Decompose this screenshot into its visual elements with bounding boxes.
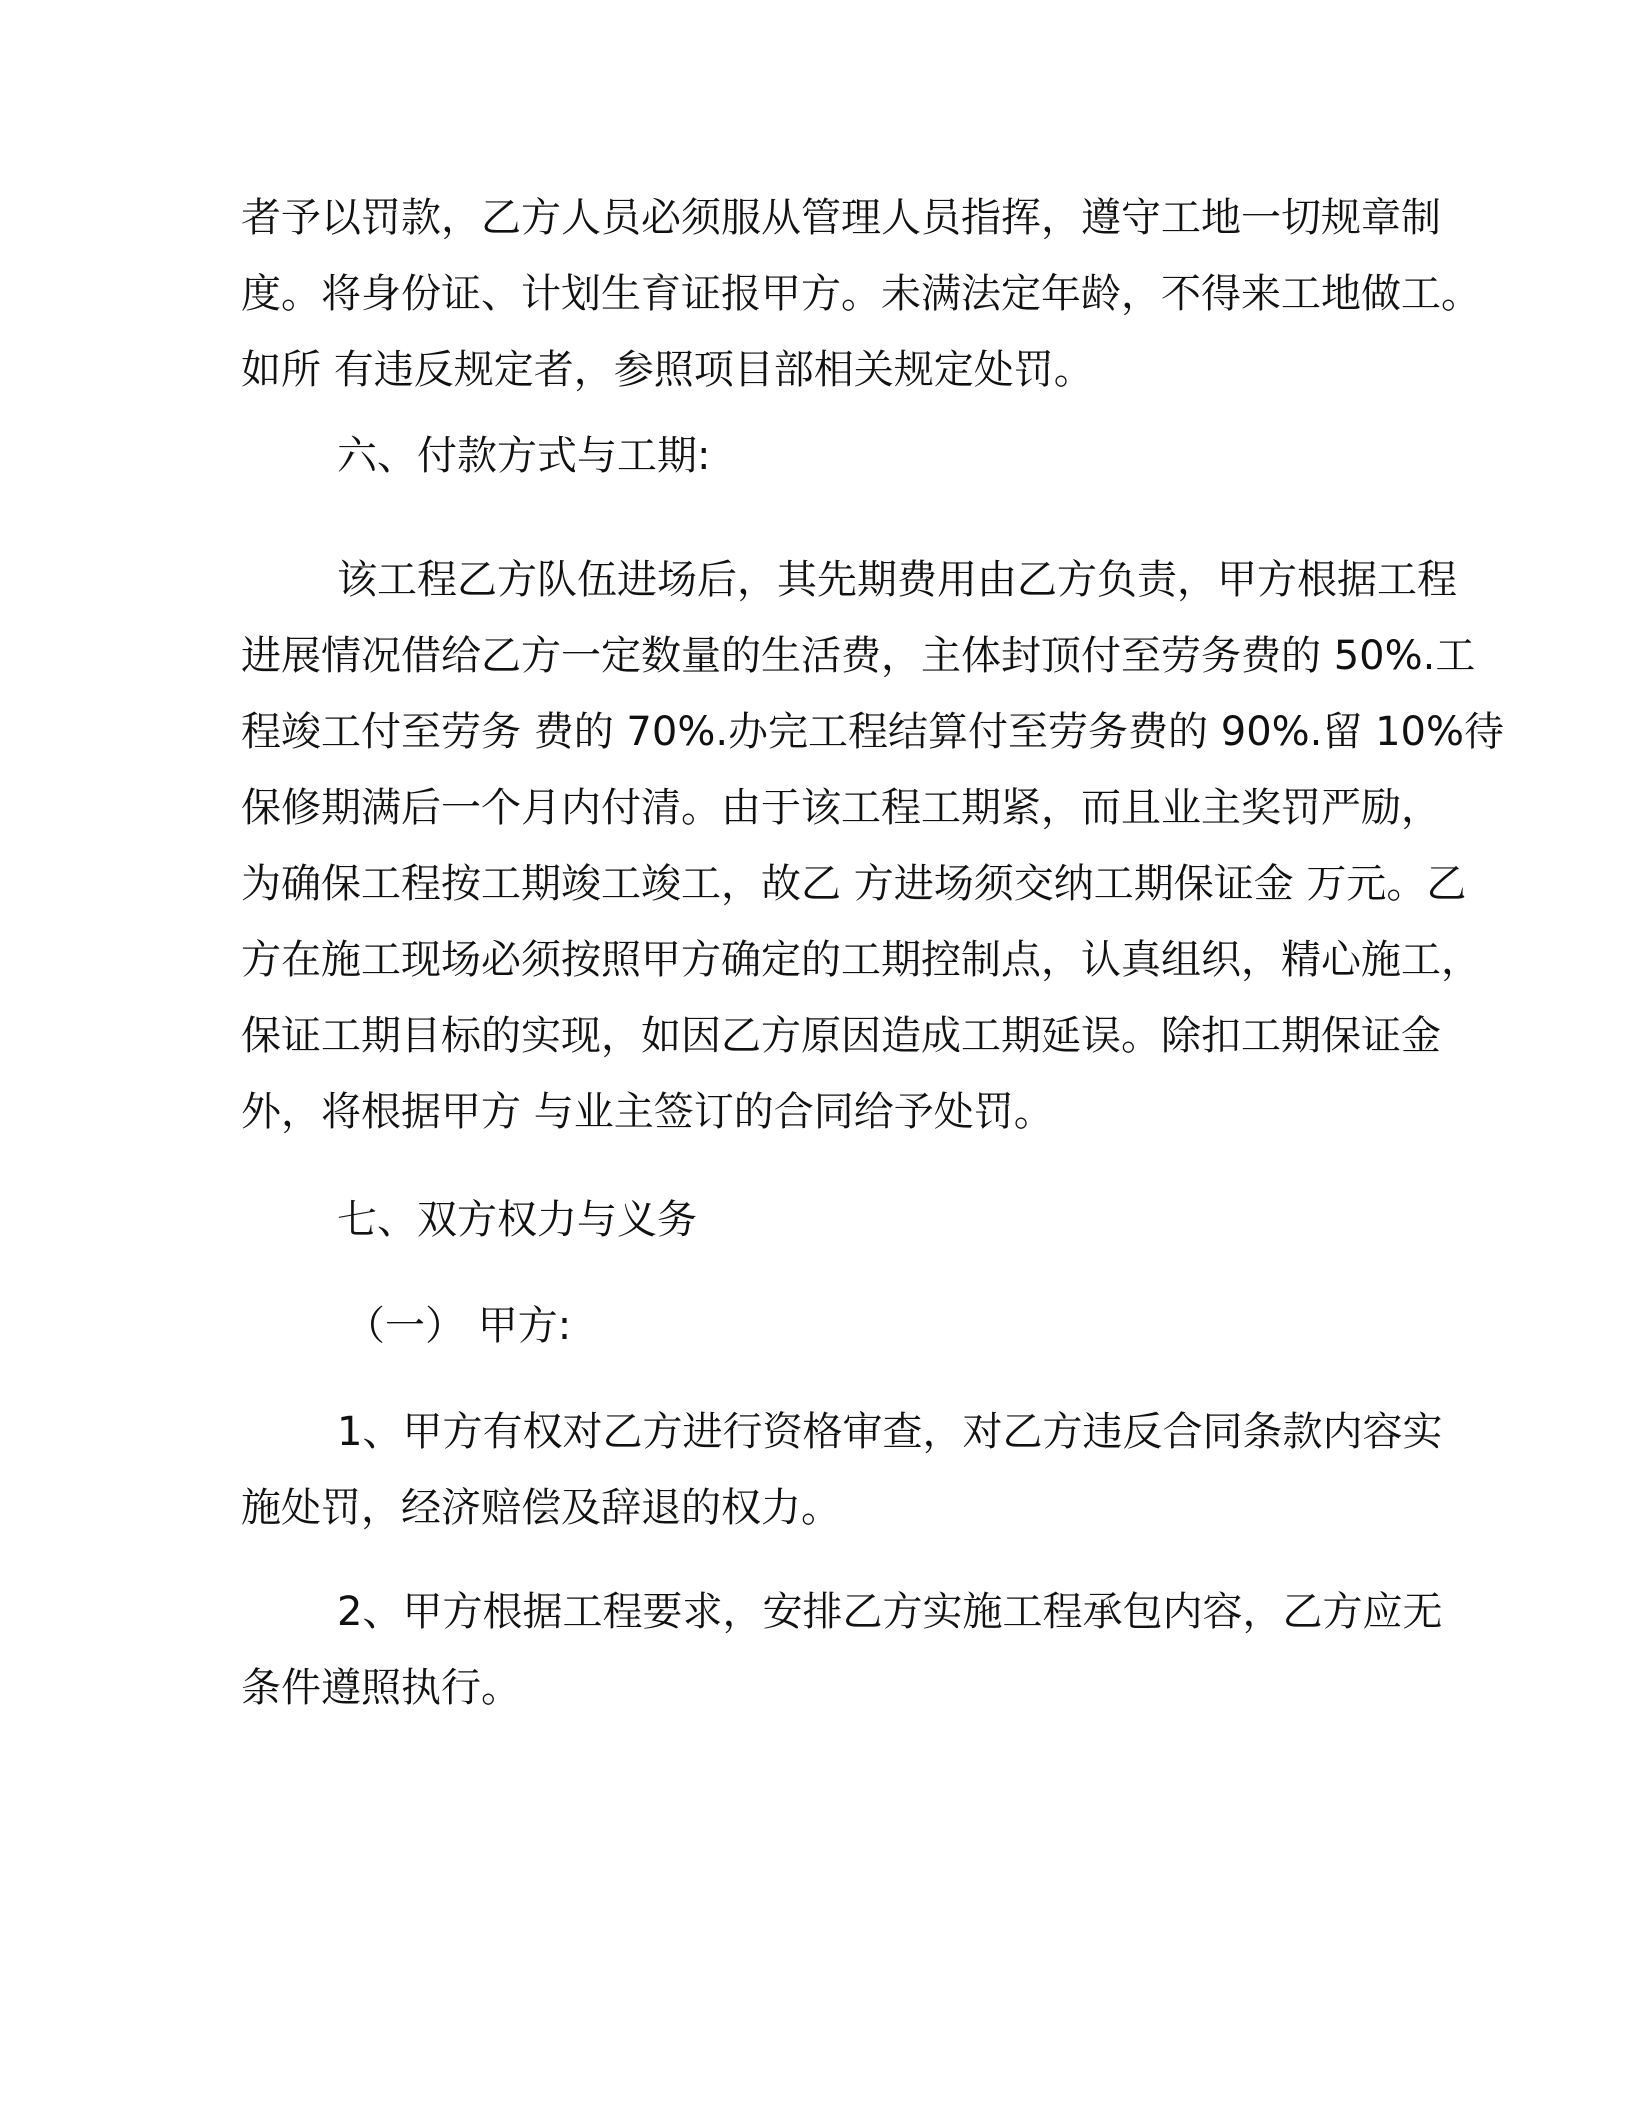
- text-line: 为确保工程按工期竣工竣工，故乙 方进场须交纳工期保证金 万元。乙: [241, 861, 1467, 907]
- paragraph-continuation: [241, 180, 1481, 408]
- subheading-party-a: [345, 1288, 1495, 1364]
- paragraph-payment-terms: [241, 542, 1505, 1150]
- text-line: 者予以罚款，乙方人员必须服从管理人员指挥，遵守工地一切规章制: [241, 195, 1441, 241]
- text-line: 该工程乙方队伍进场后，其先期费用由乙方负责，甲方根据工程: [337, 557, 1457, 603]
- text-line: 进展情况借给乙方一定数量的生活费，主体封顶付至劳务费的 50%.工: [241, 633, 1476, 679]
- section-heading-7: [337, 1182, 1487, 1258]
- list-item-1: [241, 1394, 1443, 1546]
- section-heading-6: [337, 418, 1487, 494]
- text-line: 保修期满后一个月内付清。由于该工程工期紧，而且业主奖罚严励，: [241, 785, 1441, 831]
- text-line: 度。将身份证、计划生育证报甲方。未满法定年龄，不得来工地做工。: [241, 271, 1481, 317]
- heading-text: 六、付款方式与工期:: [337, 433, 711, 479]
- text-line: 施处罚，经济赔偿及辞退的权力。: [241, 1485, 841, 1531]
- subheading-text: （一） 甲方:: [345, 1303, 572, 1349]
- text-line: 外，将根据甲方 与业主签订的合同给予处罚。: [241, 1089, 1054, 1135]
- text-line: 保证工期目标的实现，如因乙方原因造成工期延误。除扣工期保证金: [241, 1013, 1441, 1059]
- text-line: 条件遵照执行。: [241, 1665, 521, 1711]
- text-line: 2、甲方根据工程要求，安排乙方实施工程承包内容，乙方应无: [337, 1589, 1443, 1635]
- heading-text: 七、双方权力与义务: [337, 1197, 697, 1243]
- text-line: 如所 有违反规定者，参照项目部相关规定处罚。: [241, 347, 1094, 393]
- text-line: 1、甲方有权对乙方进行资格审查，对乙方违反合同条款内容实: [337, 1409, 1443, 1455]
- text-line: 程竣工付至劳务 费的 70%.办完工程结算付至劳务费的 90%.留 10%待: [241, 709, 1505, 755]
- text-line: 方在施工现场必须按照甲方确定的工期控制点，认真组织，精心施工，: [241, 937, 1481, 983]
- list-item-2: [241, 1574, 1443, 1726]
